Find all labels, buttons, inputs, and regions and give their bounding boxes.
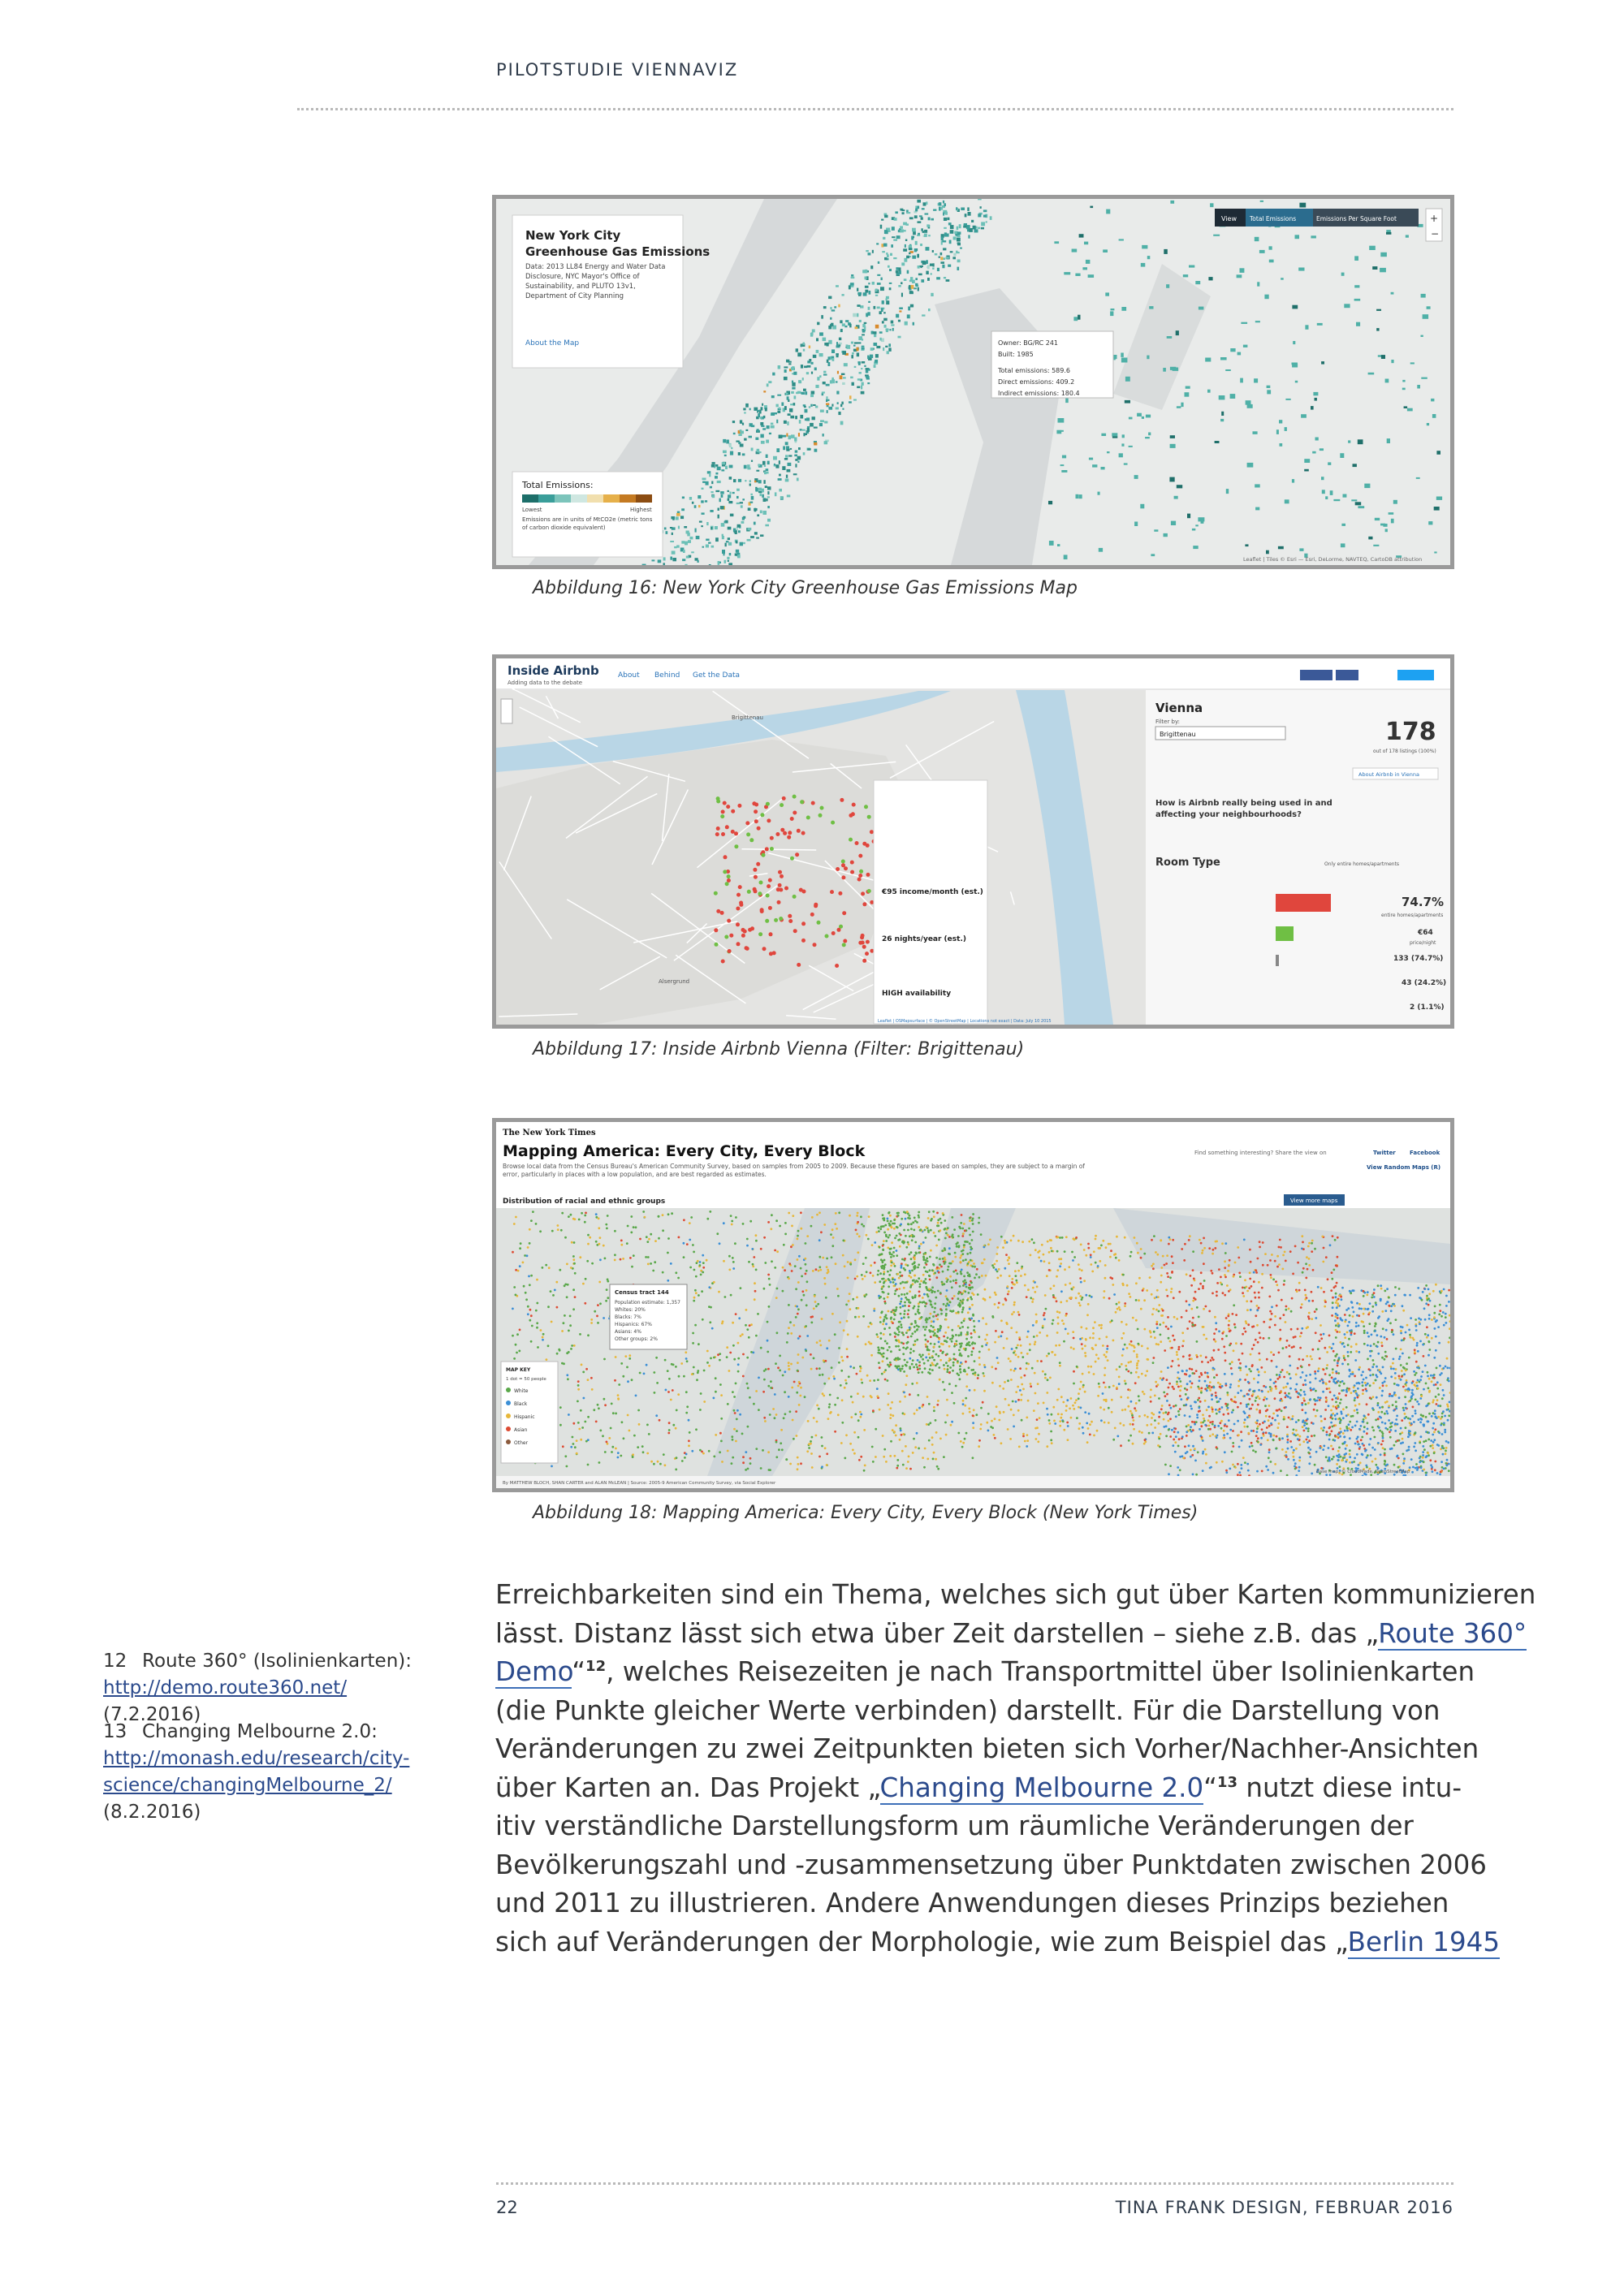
route360-link-demo[interactable]: Demo xyxy=(495,1656,572,1687)
nyt-key-swatch xyxy=(506,1413,511,1418)
svg-text:out of 178 listings (100%): out of 178 listings (100%) xyxy=(1373,749,1436,754)
footnote-13-link-line2[interactable]: science/changingMelbourne_2/ xyxy=(103,1775,392,1796)
running-header: PILOTSTUDIE VIENNAVIZ xyxy=(496,60,739,80)
nyt-share-facebook[interactable]: Facebook xyxy=(1410,1150,1440,1156)
nyt-key-swatch xyxy=(506,1439,511,1444)
footnote-13: 13 Changing Melbourne 2.0: http://monash.edu/research/city- science/changingMelbourne_2/ (8.2.2016) xyxy=(103,1721,410,1823)
ghg-map-graphic: New York City Greenhouse Gas Emissions Data: 2013 LL84 Energy and Water Data Disclosure, NYC Mayor's Office of Sustainability, and PLUTO 13v1, Department of City Planning About the Map View Total Emissions Emissions Per Square Foot + − Owner: BG/RC 241Built: 1985Total emissions: 589.6Direct emissions: 409.2Indirect emissions: 180.4 Total Emissions: Lowest Highest Emissions are in units of MtCO2e (metric tons of carbon dioxide equivalent) Leaflet | Tiles © Esri — Esri, DeLorme, NAVTEQ, CartoDB attribution xyxy=(496,199,1450,565)
airbnb-nav-data[interactable]: Get the Data xyxy=(693,671,741,680)
airbnb-tweet-button[interactable] xyxy=(1397,670,1434,680)
nyt-key-label: Hispanic xyxy=(514,1414,535,1420)
airbnb-like-button[interactable] xyxy=(1300,670,1332,680)
svg-text:Leaflet | OSMapsurface | © Ope: Leaflet | OSMapsurface | © OpenStreetMap | Locations not exact | Data: July 10 2015 xyxy=(878,1019,1052,1024)
nyt-key-label: Other xyxy=(514,1440,529,1446)
caption-16: Abbildung 16: New York City Greenhouse Gas Emissions Map xyxy=(533,578,1078,598)
airbnb-zoom-control[interactable] xyxy=(501,699,512,723)
nyt-tooltip-row: Hispanics: 67% xyxy=(615,1322,652,1327)
ghg-tooltip-line: Direct emissions: 409.2 xyxy=(998,378,1075,386)
ghg-zoom-in-icon[interactable]: + xyxy=(1430,213,1439,224)
svg-text:Find something interesting? Sh: Find something interesting? Share the view on xyxy=(1194,1150,1327,1156)
svg-text:Total Emissions: Total Emissions xyxy=(1250,215,1297,222)
svg-text:26 nights/year (est.): 26 nights/year (est.) xyxy=(882,935,966,943)
svg-text:entire homes/apartments: entire homes/apartments xyxy=(1381,913,1444,918)
footer-divider xyxy=(496,2182,1453,2185)
svg-text:Filter by:: Filter by: xyxy=(1155,719,1180,725)
airbnb-logo[interactable]: Inside Airbnb xyxy=(508,663,599,678)
nyt-section-label: Distribution of racial and ethnic groups xyxy=(503,1198,666,1206)
footnote-ref-13[interactable]: 13 xyxy=(1216,1773,1238,1791)
nyt-tooltip-row: Asians: 4% xyxy=(615,1329,641,1335)
footnote-12: 12 Route 360° (Isolinienkarten): http://demo.route360.net/ (7.2.2016) xyxy=(103,1651,412,1725)
svg-text:Only entire homes/apartments: Only entire homes/apartments xyxy=(1324,861,1400,867)
ghg-tooltip-line: Indirect emissions: 180.4 xyxy=(998,390,1080,397)
changing-melbourne-link[interactable]: Changing Melbourne 2.0 xyxy=(879,1772,1204,1803)
airbnb-nav-about[interactable]: About xyxy=(618,671,640,680)
svg-text:€64: €64 xyxy=(1418,929,1433,937)
svg-text:price/night: price/night xyxy=(1410,940,1436,946)
footnote-13-link-line1[interactable]: http://monash.edu/research/city- xyxy=(103,1748,410,1769)
airbnb-bar-entire xyxy=(1276,894,1331,912)
nyt-graphic: The New York Times Mapping America: Every City, Every Block Browse local data from the Census Bureau's American Community Survey, based on samples from 2005 to 2009. Because these figures are based on samples, they are subject to a margin of error, particularly in places with a low population, and are best regarded as estimates. Find something interesting? Share the view on Twitter Facebook View Random Maps (R) Distribution of racial and ethnic groups View more maps Census tract 144 Population estimate: 1,357Whites: 20%Blacks: 7%Hispanics: 67%Asians: 4%Other groups: 2% MAP KEY 1 dot = 50 people WhiteBlackHispanicAsianOther By MATTHEW BLOCH, SHAN CARTER and ALAN McLEAN | Source: 2005-9 American Community Survey, via Social Explorer Base map: © CloudMade, OpenStreetMap xyxy=(496,1122,1450,1488)
footnote-ref-12[interactable]: 12 xyxy=(585,1658,607,1676)
svg-text:Brigittenau: Brigittenau xyxy=(1160,731,1196,738)
airbnb-graphic: Inside Airbnb Adding data to the debate About Behind Get the Data Brigittenau Alsergrund €95 income/month (est.) 26 nights/year (est.) HIGH availability Vienna Filter by: Brigittenau 178 out of 178 listings (100%) About Airbnb in Vienna How is Airbnb really being used in and affecting your neighbourhoods? Room Type Only entire homes/apartments 74.7% entire homes/apartments €64 price/night 133 (74.7%) 43 (24.2%) 2 (1.1%) Leaflet | OSMapsurface | © OpenStreetMap | Locations not exact | Data: July 10 2015 xyxy=(496,658,1450,1025)
nyt-random-maps-link[interactable]: View Random Maps (R) xyxy=(1367,1164,1441,1171)
ghg-title-2: Greenhouse Gas Emissions xyxy=(525,244,710,259)
berlin-1945-link[interactable]: Berlin 1945 xyxy=(1347,1926,1501,1957)
figure-16-ghg-map xyxy=(492,195,1454,569)
svg-text:Brigittenau: Brigittenau xyxy=(732,714,763,721)
airbnb-room-type: Room Type xyxy=(1155,857,1220,869)
nyt-title: Mapping America: Every City, Every Block xyxy=(503,1142,866,1160)
figure-17-airbnb xyxy=(492,654,1454,1029)
nyt-tooltip-row: Blacks: 7% xyxy=(615,1314,641,1320)
svg-text:€95 income/month (est.): €95 income/month (est.) xyxy=(882,888,983,896)
page-number: 22 xyxy=(496,2198,518,2217)
nyt-tooltip-row: Whites: 20% xyxy=(615,1307,646,1313)
svg-text:About Airbnb in Vienna: About Airbnb in Vienna xyxy=(1358,771,1419,778)
nyt-credits: By MATTHEW BLOCH, SHAN CARTER and ALAN McLEAN | Source: 2005-9 American Community Survey, via Social Explorer xyxy=(503,1481,776,1486)
nyt-masthead: The New York Times xyxy=(503,1129,596,1137)
header-divider xyxy=(297,108,1453,110)
footnote-12-link[interactable]: http://demo.route360.net/ xyxy=(103,1677,348,1698)
ghg-title-1: New York City xyxy=(525,228,621,243)
svg-text:74.7%: 74.7% xyxy=(1402,895,1445,909)
svg-text:Emissions Per Square Foot: Emissions Per Square Foot xyxy=(1316,215,1397,222)
nyt-key-label: Asian xyxy=(514,1427,528,1433)
route360-link[interactable]: Route 360° xyxy=(1378,1617,1527,1649)
svg-text:133 (74.7%): 133 (74.7%) xyxy=(1393,955,1444,963)
ghg-tooltip-line: Built: 1985 xyxy=(998,351,1034,358)
svg-text:Adding data to the debate: Adding data to the debate xyxy=(508,680,583,686)
nyt-share-twitter[interactable]: Twitter xyxy=(1373,1150,1396,1156)
nyt-key-label: Black xyxy=(514,1401,528,1407)
nyt-key-swatch xyxy=(506,1400,511,1405)
svg-text:View: View xyxy=(1221,215,1237,222)
airbnb-listing-popup xyxy=(874,780,987,1024)
nyt-key-swatch xyxy=(506,1426,511,1431)
ghg-zoom-out-icon[interactable]: − xyxy=(1431,228,1440,240)
footer-credit: TINA FRANK DESIGN, FEBRUAR 2016 xyxy=(1115,2198,1453,2217)
nyt-tooltip-row: Population estimate: 1,357 xyxy=(615,1300,680,1306)
ghg-attribution: Leaflet | Tiles © Esri — Esri, DeLorme, NAVTEQ, CartoDB attribution xyxy=(1243,556,1423,563)
nyt-key-swatch xyxy=(506,1388,511,1392)
airbnb-city: Vienna xyxy=(1155,701,1203,715)
svg-text:Alsergrund: Alsergrund xyxy=(659,978,690,985)
caption-17: Abbildung 17: Inside Airbnb Vienna (Filter: Brigittenau) xyxy=(533,1039,1025,1060)
nyt-attribution: Base map: © CloudMade, OpenStreetMap xyxy=(1316,1470,1410,1474)
ghg-about-link[interactable]: About the Map xyxy=(525,339,580,347)
ghg-source: Data: 2013 LL84 Energy and Water Data Disclosure, NYC Mayor's Office of Sustainability, and PLUTO 13v1, Department of City Planning xyxy=(525,263,666,300)
airbnb-bar-shared xyxy=(1276,955,1279,966)
nyt-tooltip-row: Other groups: 2% xyxy=(615,1336,658,1342)
svg-text:View more maps: View more maps xyxy=(1290,1198,1338,1204)
airbnb-bar-private xyxy=(1276,926,1294,941)
svg-text:Lowest: Lowest xyxy=(522,507,542,513)
nyt-key-label: White xyxy=(514,1388,529,1394)
svg-text:Highest: Highest xyxy=(630,507,652,513)
svg-text:Total Emissions:: Total Emissions: xyxy=(522,480,594,490)
ghg-tooltip-line: Total emissions: 589.6 xyxy=(998,367,1070,374)
ghg-tooltip-line: Owner: BG/RC 241 xyxy=(998,339,1059,347)
body-paragraph: Erreichbarkeiten sind ein Thema, welches sich gut über Karten kommunizieren lässt. Distanz lässt sich etwa über Zeit darstellen – siehe z.B. das „Route 360° Demo“$^{12}$, welches Reisezeiten je nach Transportmittel über Isolinienkarten (die Punkte gleicher Werte verbinden) darstellt. Für die Darstellung von Veränderungen zu zwei Zeitpunkten bieten sich Vorher/Nachher-Ansichten über Karten an. Das Projekt „Changing Melbourne 2.0“$^{13}$ nutzt diese intu- itiv verständliche Darstellungsform um räumliche Veränderungen der Bevölkerungszahl und -zusammensetzung über Punktdaten zwischen 2006 und 2011 zu illustrieren. Andere Anwendungen dieses Prinzips beziehen sich auf Veränderungen der Morphologie, wie zum Beispiel das „Berlin 1945 xyxy=(495,1579,1536,1957)
svg-text:2 (1.1%): 2 (1.1%) xyxy=(1410,1003,1445,1012)
airbnb-listing-count: 178 xyxy=(1385,718,1436,746)
airbnb-nav-behind[interactable]: Behind xyxy=(654,671,680,680)
svg-text:HIGH availability: HIGH availability xyxy=(882,990,952,998)
figure-18-mapping-america xyxy=(492,1118,1454,1492)
svg-text:43 (24.2%): 43 (24.2%) xyxy=(1402,979,1447,987)
airbnb-share-button[interactable] xyxy=(1336,670,1358,680)
caption-18: Abbildung 18: Mapping America: Every City, Every Block (New York Times) xyxy=(533,1503,1199,1523)
